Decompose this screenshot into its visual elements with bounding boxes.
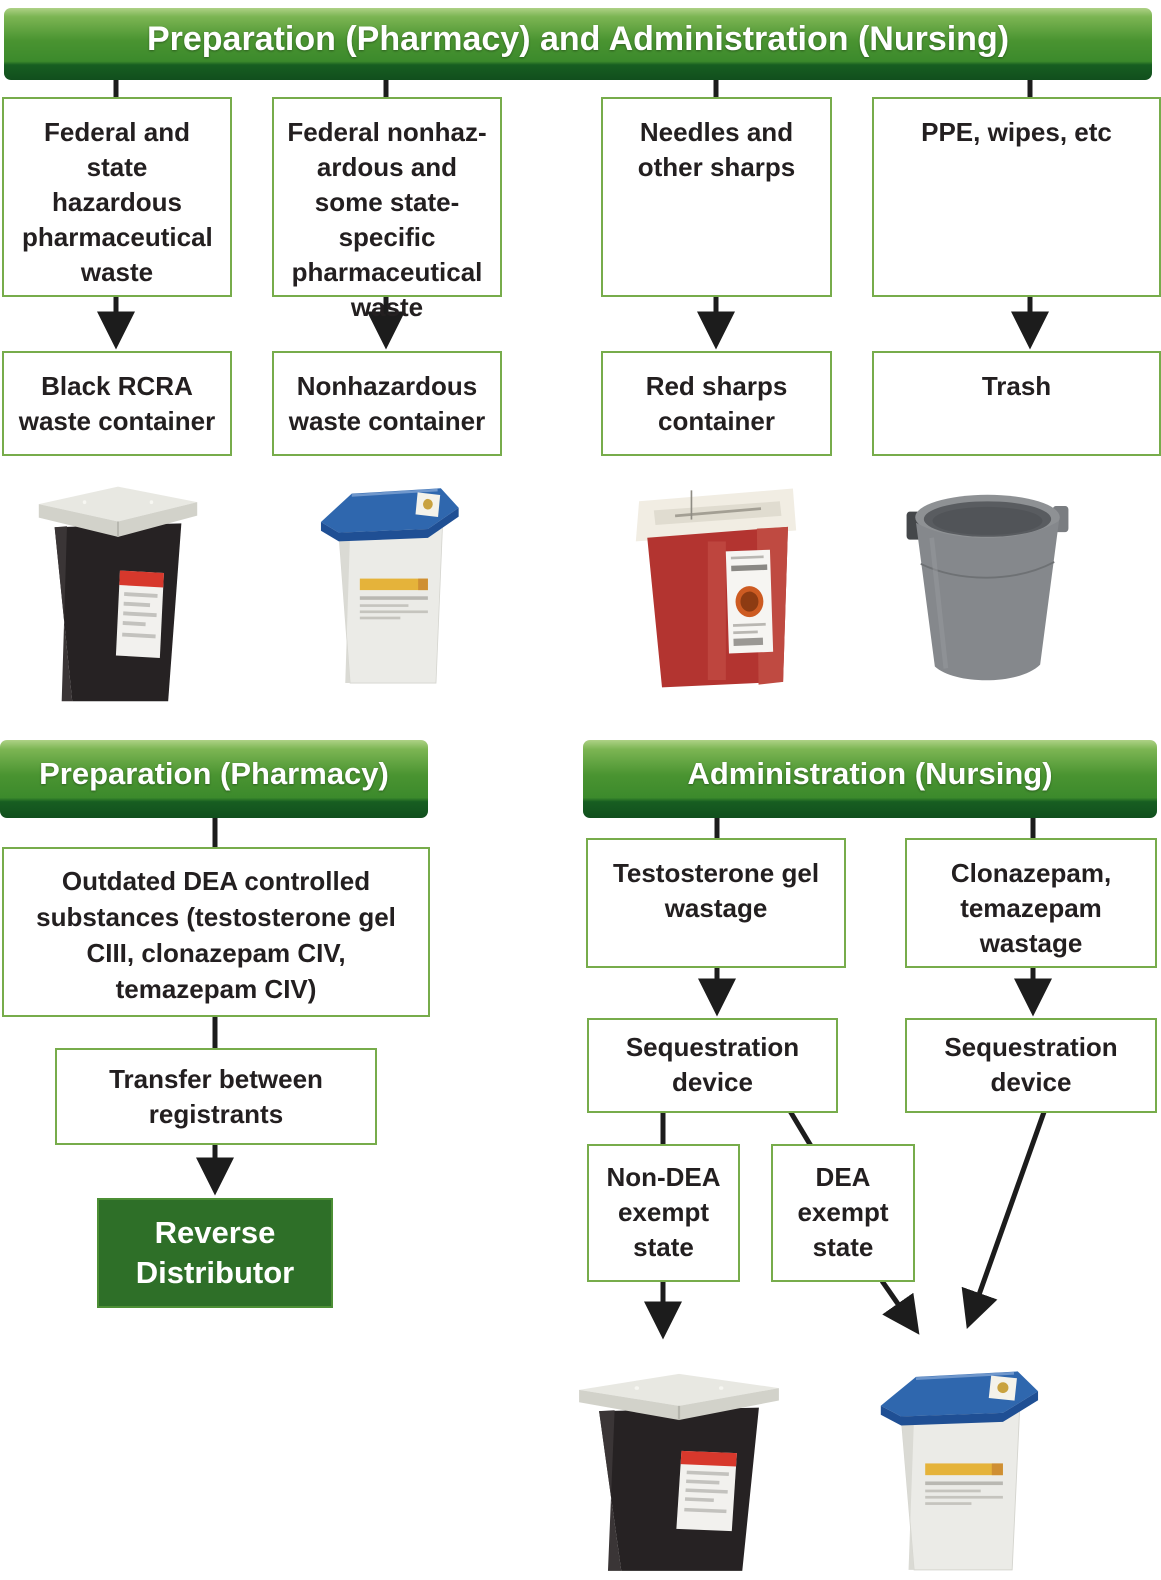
box-source-nonhazardous: Federal nonhaz-ardous and some state-specific pharmaceutical waste	[272, 97, 502, 297]
banner-preparation-pharmacy-label: Preparation (Pharmacy)	[39, 756, 389, 791]
box-reverse-distributor: Reverse Distributor	[97, 1198, 333, 1308]
can-body	[915, 495, 1060, 681]
nonhazardous-container-image	[308, 483, 470, 691]
box-transfer-between-registrants: Transfer between registrants	[55, 1048, 377, 1145]
bin-label	[726, 550, 773, 654]
box-dea-exempt-state: DEA exempt state	[771, 1144, 915, 1282]
banner-preparation-pharmacy	[0, 740, 428, 818]
box-source-hazardous: Federal and state hazardous pharmaceutical waste	[2, 97, 232, 297]
box-dest-trash: Trash	[872, 351, 1161, 456]
bin-label	[116, 571, 164, 658]
banner-preparation-and-administration	[4, 8, 1152, 80]
biohazard-sticker	[989, 1376, 1017, 1401]
nonhazardous-container-image-nursing	[866, 1366, 1051, 1578]
arrow-dea-to-white-bin	[882, 1281, 914, 1327]
black-rcra-container-image-nursing	[568, 1365, 790, 1578]
banner-preparation-and-administration-label: Preparation (Pharmacy) and Administration (Nursing)	[146, 19, 1010, 58]
black-rcra-container-image	[30, 477, 206, 709]
connector-device-to-dea	[790, 1111, 811, 1146]
gray-trash-can-image	[905, 478, 1070, 688]
box-dest-nonhazardous: Nonhazardous waste container	[272, 351, 502, 456]
box-clonazepam-wastage: Clonazepam, temazepam wastage	[905, 838, 1157, 968]
red-sharps-container-image	[626, 463, 806, 691]
box-sequestration-device-right: Sequestration device	[905, 1018, 1157, 1113]
box-source-sharps: Needles and other sharps	[601, 97, 832, 297]
box-sequestration-device-left: Sequestration device	[587, 1018, 838, 1113]
box-source-ppe: PPE, wipes, etc	[872, 97, 1161, 297]
box-dest-black-rcra: Black RCRA waste container	[2, 351, 232, 456]
banner-administration-nursing-label: Administration (Nursing)	[687, 756, 1053, 791]
bin-label	[676, 1451, 737, 1531]
banner-administration-nursing	[583, 740, 1157, 818]
box-testosterone-wastage: Testosterone gel wastage	[586, 838, 846, 968]
box-dest-red-sharps: Red sharps container	[601, 351, 832, 456]
box-outdated-dea-substances: Outdated DEA controlled substances (testosterone gel CIII, clonazepam CIV, temazepam CIV)	[2, 847, 430, 1017]
biohazard-sticker	[416, 492, 441, 517]
arrow-device-to-white-bin	[970, 1112, 1044, 1320]
box-non-dea-exempt-state: Non-DEA exempt state	[587, 1144, 740, 1282]
